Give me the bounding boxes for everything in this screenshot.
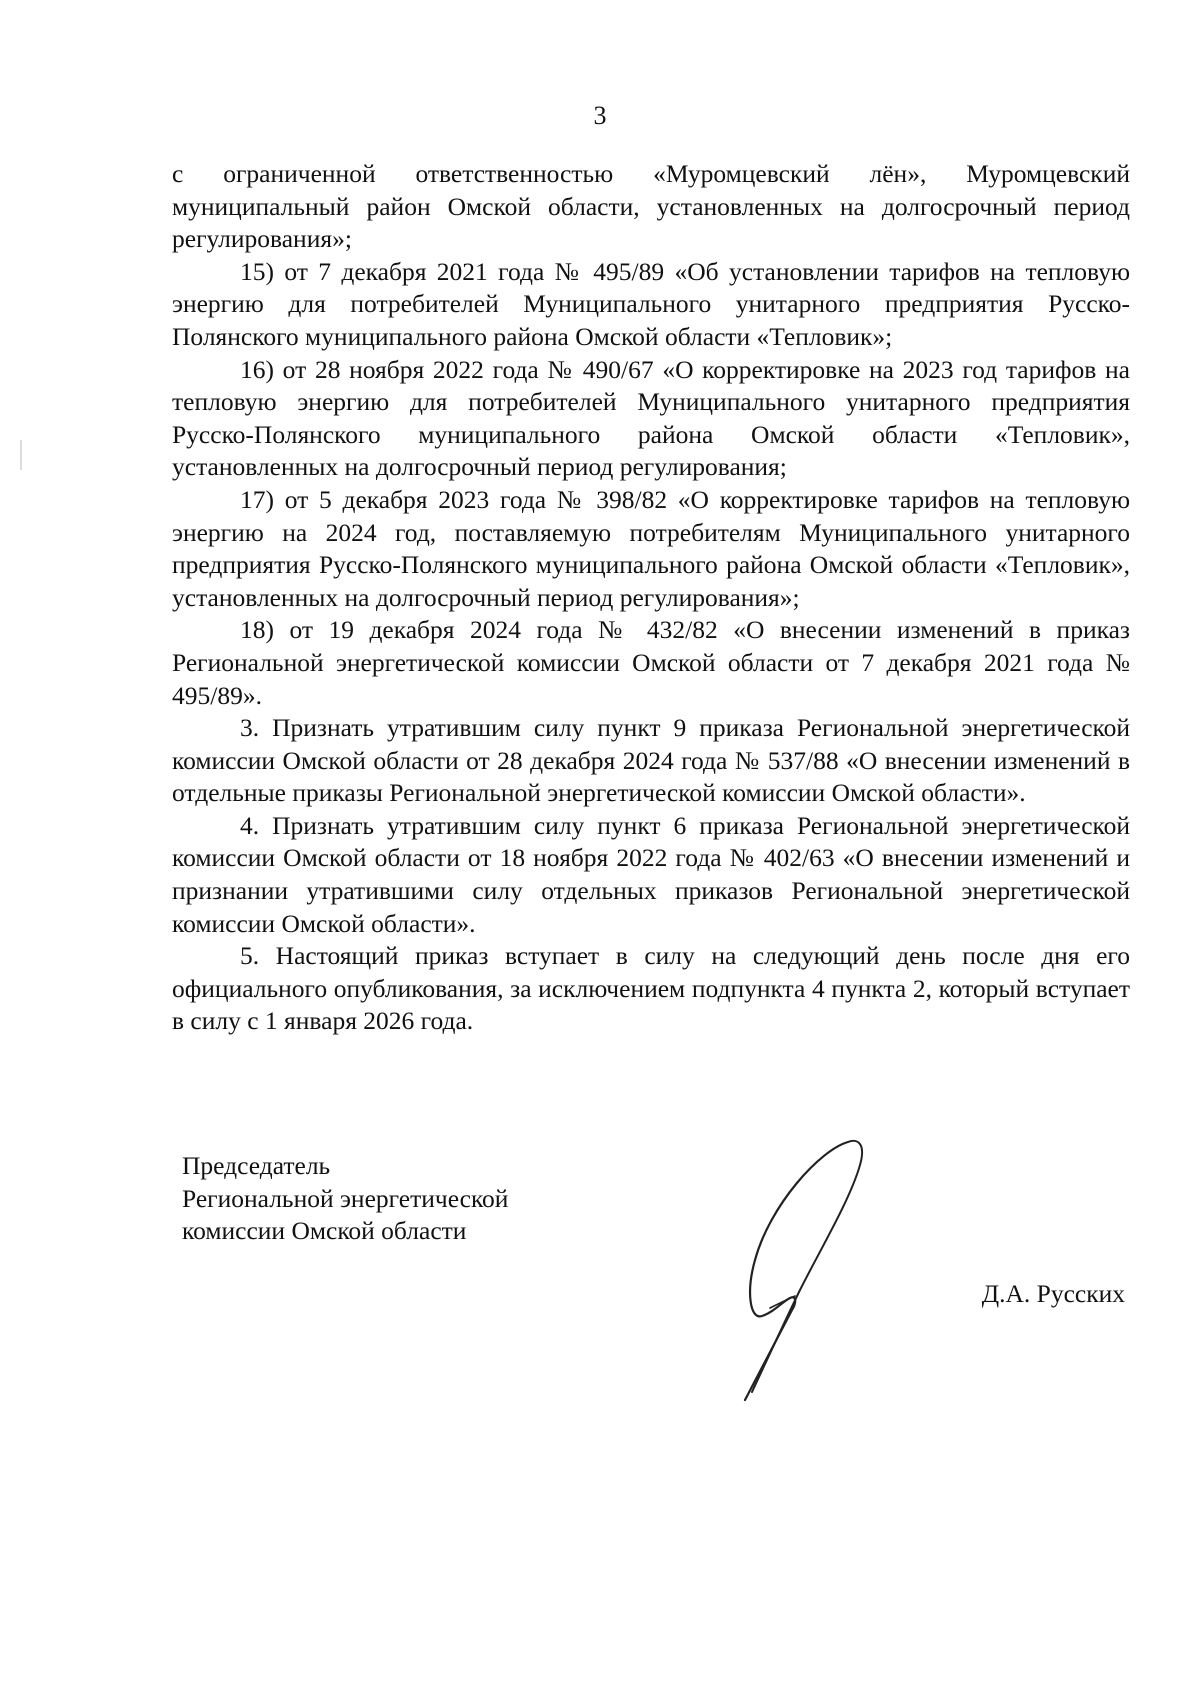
signatory-position-line: комиссии Омской области xyxy=(182,1216,467,1246)
list-item-15: 15) от 7 декабря 2021 года № 495/89 «Об установлении тарифов на тепловую энергию для потребителей Муниципального унитарного предприятия Русско-Полянского муниципального района Омской области «Тепловик»; xyxy=(172,256,1130,351)
list-item-17: 17) от 5 декабря 2023 года № 398/82 «О корректировке тарифов на тепловую энергию на 2024 год, поставляемую потребителям Муниципального унитарного предприятия Русско-Полянского муниципального района Омской области «Тепловик», установленных на долгосрочный период регулирования»; xyxy=(172,484,1130,612)
clause-5: 5. Настоящий приказ вступает в силу на следующий день после дня его официального опубликования, за исключением подпункта 4 пункта 2, который вступает в силу с 1 января 2026 года. xyxy=(172,941,1130,1036)
handwritten-signature xyxy=(700,1120,900,1410)
signatory-position xyxy=(182,1150,508,1248)
signature-block xyxy=(0,1150,1200,1400)
clause-4: 4. Признать утратившим силу пункт 6 приказа Региональной энергетической комиссии Омской области от 18 ноября 2022 года № 402/63 «О внесении изменений и признании утратившими силу отдельных приказов Региональной энергетической комиссии Омской области». xyxy=(172,810,1130,938)
list-item-16: 16) от 28 ноября 2022 года № 490/67 «О корректировке на 2023 год тарифов на тепловую энергию для потребителей Муниципального унитарного предприятия Русско-Полянского муниципального района Омской области «Тепловик», установленных на долгосрочный период регулирования; xyxy=(172,354,1130,482)
scan-margin-mark xyxy=(20,440,22,470)
paragraph-continuation: с ограниченной ответственностью «Муромцевский лён», Муромцевский муниципальный район Омской области, установленных на долгосрочный период регулирования»; xyxy=(172,159,1130,254)
signatory-name: Д.А. Русских xyxy=(981,1279,1125,1308)
page-number: 3 xyxy=(593,101,607,130)
signatory-position-line: Председатель xyxy=(182,1151,331,1180)
clause-3: 3. Признать утратившим силу пункт 9 приказа Региональной энергетической комиссии Омской области от 28 декабря 2024 года № 537/88 «О внесении изменений в отдельные приказы Региональной энергетической комиссии Омской области». xyxy=(172,713,1130,808)
list-item-18: 18) от 19 декабря 2024 года № 432/82 «О внесении изменений в приказ Региональной энергетической комиссии Омской области от 7 декабря 2021 года № 495/89». xyxy=(172,615,1130,710)
document-body xyxy=(172,158,1130,1038)
signatory-position-line: Региональной энергетической xyxy=(182,1183,509,1213)
